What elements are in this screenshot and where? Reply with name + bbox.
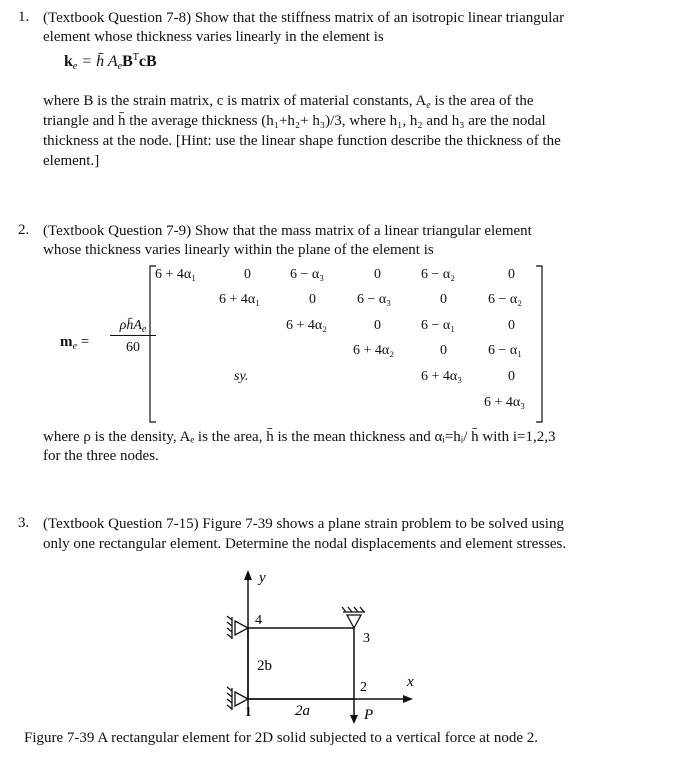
q2-lhs-sub: e: [72, 341, 77, 352]
width-label: 2a: [295, 703, 310, 719]
matrix-cell: 6 + 4α₂: [286, 318, 328, 333]
matrix-cell: 0: [244, 267, 251, 282]
matrix-cell: 6 − α₁: [421, 318, 456, 333]
y-axis-label: y: [259, 570, 266, 586]
q1-p1: where B is the strain matrix, c is matrix of material constants, A: [43, 93, 427, 109]
q3-line2: only one rectangular element. Determine the nodal displacements and element stresses.: [43, 536, 567, 552]
q1-eq-hA-sub: e: [117, 61, 123, 72]
q1-line1: (Textbook Question 7-8) Show that the stiffness matrix of an isotropic linear triangular: [43, 10, 565, 26]
figure-caption: Figure 7-39 A rectangular element for 2D solid subjected to a vertical force at node 2.: [24, 730, 538, 746]
q1-stiffness-equation: [64, 52, 157, 72]
y-axis-arrowhead: [244, 570, 252, 580]
node4-label: 4: [255, 613, 262, 628]
matrix-symmetric-label: sy.: [234, 369, 249, 384]
q1-eq-T: T: [132, 52, 139, 63]
load-label: P: [364, 707, 374, 723]
q1-para-line3: thickness at the node. [Hint: use the linear shape function describe the thickness of the: [43, 133, 561, 149]
q2-line2: whose thickness varies linearly within the plane of the element is: [43, 242, 434, 258]
q2-frac-denominator: 60: [126, 340, 140, 355]
q1-eq-hA: = h̄ A: [81, 53, 118, 70]
q1-para-line4: element.]: [43, 153, 100, 169]
matrix-cell: 6 − α₂: [421, 267, 456, 282]
q1-eq-cB: cB: [138, 53, 157, 70]
q2-line1: (Textbook Question 7-9) Show that the mass matrix of a linear triangular element: [43, 223, 532, 239]
x-axis-arrowhead: [403, 695, 413, 703]
node2-label: 2: [360, 680, 367, 695]
node1-label: 1: [245, 705, 252, 720]
q3-figure: [215, 566, 435, 726]
q2-para-line2: for the three nodes.: [43, 448, 159, 464]
height-label: 2b: [257, 658, 272, 674]
matrix-cell: 0: [309, 292, 316, 307]
q2-para-line1: where ρ is the density, Aₑ is the area, h̄ is the mean thickness and αᵢ=hᵢ/ h̄ with i=1,2,3: [43, 429, 556, 445]
matrix-cell: 6 + 4α₃: [484, 395, 526, 410]
q2-frac-num-text: ρh̄A: [119, 318, 142, 333]
support-node4-icon: [227, 616, 248, 639]
q2-lhs-m: m: [60, 334, 73, 350]
matrix-cell: 6 − α₁: [488, 343, 523, 358]
q1-para-line2: triangle and h̄ the average thickness (h₁+h₂+ h₃)/3, where h₁, h₂ and h₃ are the nodal: [43, 113, 546, 129]
q2-frac-num-sub: e: [141, 324, 147, 335]
q2-lhs: $m_e$ =: [60, 334, 90, 352]
q1-eq-B: B: [122, 53, 133, 70]
q1-number: 1.: [18, 9, 30, 25]
q1-eq-k: k: [64, 53, 73, 70]
matrix-cell: 0: [374, 318, 381, 333]
matrix-cell: 0: [440, 292, 447, 307]
node3-label: 3: [363, 631, 370, 646]
matrix-cell: 0: [508, 369, 515, 384]
matrix-cell: 0: [374, 267, 381, 282]
q1-line2: element whose thickness varies linearly in the element is: [43, 29, 384, 45]
matrix-cell: 6 + 4α₃: [421, 369, 463, 384]
matrix-cell: 6 − α₂: [488, 292, 523, 307]
q1-p1-end: is the area of the: [430, 93, 534, 109]
q3-number: 3.: [18, 515, 30, 531]
load-arrowhead: [350, 715, 358, 724]
matrix-cell: 6 − α₃: [357, 292, 392, 307]
q1-p1-sub: e: [426, 100, 431, 111]
matrix-cell: 6 + 4α₁: [219, 292, 261, 307]
matrix-cell: 0: [440, 343, 447, 358]
matrix-cell: 6 + 4α₁: [155, 267, 197, 282]
x-axis-label: x: [407, 674, 414, 690]
matrix-cell: 0: [508, 267, 515, 282]
q1-eq-k-sub: e: [72, 61, 78, 72]
q2-number: 2.: [18, 222, 30, 238]
support-node3-icon: [342, 607, 365, 628]
matrix-cell: 6 − α₃: [290, 267, 325, 282]
matrix-cell: 6 + 4α₂: [353, 343, 395, 358]
matrix-cell: 0: [508, 318, 515, 333]
q3-line1: (Textbook Question 7-15) Figure 7-39 shows a plane strain problem to be solved using: [43, 516, 564, 532]
